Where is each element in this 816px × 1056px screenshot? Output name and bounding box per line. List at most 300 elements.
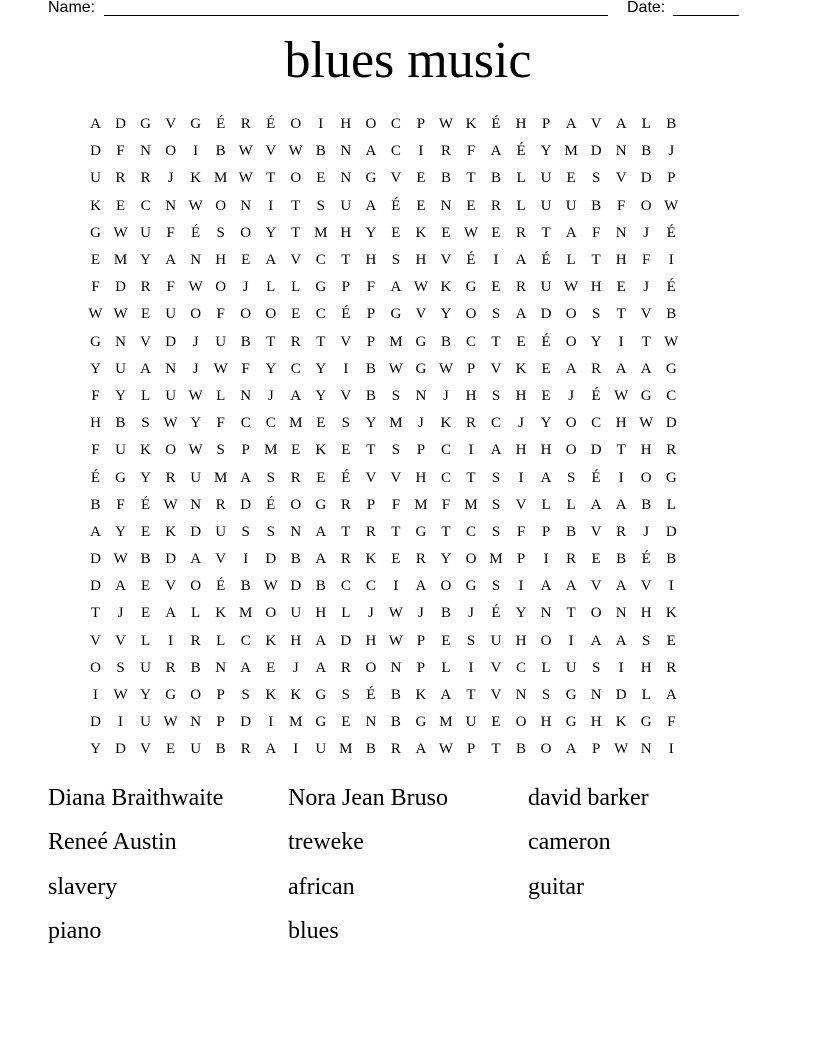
- grid-letter[interactable]: D: [165, 333, 177, 350]
- grid-letter[interactable]: O: [240, 306, 252, 323]
- grid-letter[interactable]: E: [441, 224, 451, 241]
- grid-letter[interactable]: E: [391, 224, 401, 241]
- grid-letter[interactable]: R: [340, 496, 351, 513]
- grid-letter[interactable]: G: [665, 469, 677, 486]
- grid-letter[interactable]: N: [590, 687, 602, 704]
- grid-letter[interactable]: C: [290, 360, 301, 377]
- grid-letter[interactable]: T: [616, 306, 626, 323]
- grid-letter[interactable]: S: [491, 523, 501, 540]
- grid-letter[interactable]: I: [168, 632, 174, 649]
- grid-letter[interactable]: M: [113, 252, 128, 269]
- grid-letter[interactable]: R: [140, 170, 151, 187]
- grid-letter[interactable]: L: [441, 659, 451, 676]
- grid-letter[interactable]: I: [618, 469, 624, 486]
- grid-letter[interactable]: O: [265, 605, 277, 622]
- grid-letter[interactable]: M: [339, 741, 353, 758]
- grid-letter[interactable]: J: [643, 279, 650, 296]
- grid-letter[interactable]: I: [618, 333, 624, 350]
- grid-letter[interactable]: R: [616, 523, 627, 540]
- grid-letter[interactable]: T: [291, 224, 301, 241]
- grid-letter[interactable]: G: [315, 687, 327, 704]
- grid-letter[interactable]: O: [640, 469, 652, 486]
- grid-letter[interactable]: O: [565, 442, 577, 459]
- grid-letter[interactable]: D: [165, 551, 177, 568]
- grid-letter[interactable]: L: [641, 116, 651, 133]
- grid-letter[interactable]: É: [666, 224, 676, 241]
- grid-letter[interactable]: F: [216, 415, 225, 432]
- grid-letter[interactable]: G: [315, 279, 327, 296]
- grid-letter[interactable]: W: [238, 143, 253, 160]
- grid-letter[interactable]: L: [266, 279, 276, 296]
- grid-letter[interactable]: P: [216, 714, 225, 731]
- grid-letter[interactable]: N: [615, 605, 627, 622]
- grid-letter[interactable]: L: [566, 496, 576, 513]
- grid-letter[interactable]: E: [441, 632, 451, 649]
- grid-letter[interactable]: O: [365, 116, 377, 133]
- grid-letter[interactable]: N: [615, 143, 627, 160]
- grid-letter[interactable]: B: [315, 578, 326, 595]
- grid-letter[interactable]: U: [190, 469, 202, 486]
- grid-letter[interactable]: A: [165, 252, 177, 269]
- grid-letter[interactable]: T: [591, 252, 601, 269]
- grid-letter[interactable]: N: [190, 496, 202, 513]
- grid-letter[interactable]: H: [590, 714, 602, 731]
- grid-letter[interactable]: R: [290, 333, 301, 350]
- grid-letter[interactable]: É: [666, 279, 676, 296]
- grid-letter[interactable]: O: [190, 578, 202, 595]
- grid-letter[interactable]: W: [238, 170, 253, 187]
- grid-letter[interactable]: L: [541, 659, 551, 676]
- grid-letter[interactable]: W: [163, 496, 178, 513]
- grid-letter[interactable]: É: [266, 496, 276, 513]
- grid-letter[interactable]: A: [165, 605, 177, 622]
- grid-letter[interactable]: G: [415, 714, 427, 731]
- grid-letter[interactable]: J: [643, 224, 650, 241]
- grid-letter[interactable]: W: [564, 279, 579, 296]
- grid-letter[interactable]: J: [668, 143, 675, 160]
- grid-letter[interactable]: P: [667, 170, 676, 187]
- grid-letter[interactable]: Y: [540, 143, 552, 160]
- grid-letter[interactable]: W: [163, 415, 178, 432]
- grid-letter[interactable]: D: [90, 714, 101, 731]
- grid-letter[interactable]: B: [566, 523, 577, 540]
- grid-letter[interactable]: J: [643, 523, 650, 540]
- grid-letter[interactable]: K: [665, 605, 677, 622]
- grid-letter[interactable]: E: [140, 578, 151, 595]
- grid-letter[interactable]: M: [214, 469, 228, 486]
- grid-letter[interactable]: E: [341, 714, 351, 731]
- grid-letter[interactable]: H: [515, 442, 527, 459]
- grid-letter[interactable]: S: [391, 252, 401, 269]
- grid-letter[interactable]: B: [365, 360, 376, 377]
- grid-letter[interactable]: P: [591, 741, 601, 758]
- grid-letter[interactable]: S: [591, 170, 601, 187]
- grid-letter[interactable]: R: [240, 116, 251, 133]
- grid-letter[interactable]: G: [365, 170, 377, 187]
- grid-letter[interactable]: O: [565, 306, 577, 323]
- grid-letter[interactable]: U: [215, 333, 227, 350]
- grid-letter[interactable]: R: [240, 741, 251, 758]
- grid-letter[interactable]: Y: [365, 415, 377, 432]
- grid-letter[interactable]: O: [565, 415, 577, 432]
- grid-letter[interactable]: É: [541, 252, 551, 269]
- grid-letter[interactable]: A: [490, 143, 502, 160]
- grid-letter[interactable]: J: [568, 387, 575, 404]
- grid-letter[interactable]: B: [516, 741, 527, 758]
- grid-letter[interactable]: M: [439, 714, 453, 731]
- grid-letter[interactable]: C: [340, 578, 351, 595]
- grid-letter[interactable]: B: [666, 551, 677, 568]
- grid-letter[interactable]: P: [241, 442, 250, 459]
- grid-letter[interactable]: S: [566, 469, 576, 486]
- grid-letter[interactable]: D: [590, 442, 602, 459]
- grid-letter[interactable]: R: [516, 279, 527, 296]
- grid-letter[interactable]: I: [618, 659, 624, 676]
- grid-letter[interactable]: I: [668, 578, 674, 595]
- grid-letter[interactable]: K: [365, 551, 377, 568]
- grid-letter[interactable]: L: [666, 496, 676, 513]
- grid-letter[interactable]: G: [640, 387, 652, 404]
- grid-letter[interactable]: U: [90, 170, 101, 187]
- grid-letter[interactable]: N: [540, 605, 552, 622]
- grid-letter[interactable]: A: [440, 687, 452, 704]
- grid-letter[interactable]: Y: [90, 360, 101, 377]
- grid-letter[interactable]: K: [165, 523, 177, 540]
- grid-letter[interactable]: D: [290, 578, 302, 595]
- grid-letter[interactable]: R: [165, 659, 176, 676]
- grid-letter[interactable]: D: [615, 687, 627, 704]
- grid-letter[interactable]: E: [416, 197, 426, 214]
- grid-letter[interactable]: N: [115, 333, 126, 350]
- grid-letter[interactable]: M: [414, 496, 428, 513]
- grid-letter[interactable]: J: [518, 415, 524, 432]
- grid-letter[interactable]: R: [215, 496, 226, 513]
- grid-letter[interactable]: C: [315, 306, 326, 323]
- grid-letter[interactable]: A: [640, 360, 652, 377]
- grid-letter[interactable]: K: [315, 442, 327, 459]
- grid-letter[interactable]: B: [641, 496, 652, 513]
- grid-letter[interactable]: C: [440, 442, 451, 459]
- grid-letter[interactable]: Y: [315, 387, 327, 404]
- grid-letter[interactable]: A: [190, 551, 202, 568]
- grid-letter[interactable]: W: [614, 387, 629, 404]
- grid-letter[interactable]: B: [616, 551, 627, 568]
- grid-letter[interactable]: E: [616, 279, 626, 296]
- grid-letter[interactable]: G: [415, 333, 427, 350]
- grid-letter[interactable]: H: [640, 442, 652, 459]
- grid-letter[interactable]: J: [192, 333, 199, 350]
- grid-letter[interactable]: A: [365, 197, 377, 214]
- grid-letter[interactable]: B: [215, 143, 226, 160]
- grid-letter[interactable]: N: [640, 741, 652, 758]
- grid-letter[interactable]: U: [165, 306, 177, 323]
- grid-letter[interactable]: C: [240, 632, 251, 649]
- grid-letter[interactable]: E: [491, 279, 501, 296]
- grid-letter[interactable]: F: [441, 496, 451, 513]
- grid-letter[interactable]: R: [465, 415, 476, 432]
- grid-letter[interactable]: A: [415, 578, 427, 595]
- grid-letter[interactable]: C: [140, 197, 151, 214]
- grid-letter[interactable]: A: [540, 469, 552, 486]
- grid-letter[interactable]: O: [165, 143, 177, 160]
- grid-letter[interactable]: H: [365, 252, 377, 269]
- grid-letter[interactable]: K: [465, 116, 477, 133]
- grid-letter[interactable]: W: [388, 605, 403, 622]
- grid-letter[interactable]: P: [541, 523, 551, 540]
- grid-letter[interactable]: H: [365, 632, 377, 649]
- grid-letter[interactable]: L: [216, 387, 226, 404]
- grid-letter[interactable]: E: [541, 387, 551, 404]
- grid-letter[interactable]: W: [664, 333, 679, 350]
- grid-letter[interactable]: V: [165, 578, 177, 595]
- grid-letter[interactable]: N: [165, 197, 177, 214]
- grid-letter[interactable]: W: [163, 714, 178, 731]
- grid-letter[interactable]: É: [140, 496, 151, 513]
- grid-letter[interactable]: U: [140, 659, 151, 676]
- grid-letter[interactable]: K: [440, 415, 452, 432]
- grid-letter[interactable]: B: [666, 116, 677, 133]
- grid-letter[interactable]: M: [389, 415, 403, 432]
- grid-letter[interactable]: I: [93, 687, 99, 704]
- grid-letter[interactable]: M: [264, 442, 278, 459]
- grid-letter[interactable]: B: [115, 415, 126, 432]
- grid-letter[interactable]: É: [216, 578, 226, 595]
- grid-letter[interactable]: B: [365, 741, 376, 758]
- grid-letter[interactable]: G: [90, 224, 101, 241]
- grid-letter[interactable]: H: [615, 252, 627, 269]
- grid-letter[interactable]: A: [265, 252, 277, 269]
- grid-letter[interactable]: A: [240, 659, 252, 676]
- grid-letter[interactable]: G: [640, 714, 652, 731]
- grid-letter[interactable]: F: [91, 442, 100, 459]
- grid-letter[interactable]: Y: [440, 306, 452, 323]
- grid-letter[interactable]: G: [190, 116, 202, 133]
- grid-letter[interactable]: A: [615, 496, 627, 513]
- grid-letter[interactable]: B: [240, 578, 251, 595]
- grid-letter[interactable]: W: [188, 279, 203, 296]
- grid-letter[interactable]: H: [415, 252, 427, 269]
- grid-letter[interactable]: H: [540, 442, 552, 459]
- grid-letter[interactable]: H: [90, 415, 101, 432]
- grid-letter[interactable]: S: [391, 387, 401, 404]
- grid-letter[interactable]: A: [590, 496, 602, 513]
- grid-letter[interactable]: A: [315, 523, 327, 540]
- grid-letter[interactable]: H: [515, 116, 527, 133]
- grid-letter[interactable]: U: [565, 197, 577, 214]
- grid-letter[interactable]: S: [591, 659, 601, 676]
- grid-letter[interactable]: C: [666, 387, 677, 404]
- grid-letter[interactable]: F: [91, 387, 100, 404]
- grid-letter[interactable]: T: [641, 333, 651, 350]
- grid-letter[interactable]: N: [215, 659, 227, 676]
- grid-letter[interactable]: V: [640, 578, 652, 595]
- grid-letter[interactable]: S: [391, 442, 401, 459]
- grid-letter[interactable]: A: [90, 523, 101, 540]
- grid-letter[interactable]: K: [290, 687, 302, 704]
- grid-letter[interactable]: G: [165, 687, 177, 704]
- grid-letter[interactable]: S: [491, 578, 501, 595]
- grid-letter[interactable]: N: [190, 714, 202, 731]
- grid-letter[interactable]: S: [266, 523, 275, 540]
- grid-letter[interactable]: T: [366, 442, 376, 459]
- date-field-line[interactable]: [673, 15, 739, 16]
- grid-letter[interactable]: B: [390, 714, 401, 731]
- grid-letter[interactable]: V: [165, 116, 177, 133]
- grid-letter[interactable]: S: [491, 387, 501, 404]
- grid-letter[interactable]: V: [615, 170, 627, 187]
- grid-letter[interactable]: T: [616, 442, 626, 459]
- grid-letter[interactable]: T: [466, 170, 476, 187]
- grid-letter[interactable]: W: [213, 360, 228, 377]
- grid-letter[interactable]: V: [290, 252, 302, 269]
- grid-letter[interactable]: M: [289, 415, 303, 432]
- grid-letter[interactable]: K: [215, 605, 227, 622]
- grid-letter[interactable]: W: [438, 360, 454, 377]
- grid-letter[interactable]: D: [340, 632, 352, 649]
- grid-letter[interactable]: M: [389, 333, 403, 350]
- grid-letter[interactable]: P: [366, 306, 376, 323]
- grid-letter[interactable]: E: [416, 170, 426, 187]
- grid-letter[interactable]: G: [90, 333, 101, 350]
- grid-letter[interactable]: I: [268, 197, 274, 214]
- grid-letter[interactable]: R: [516, 224, 527, 241]
- grid-letter[interactable]: D: [240, 496, 252, 513]
- grid-letter[interactable]: N: [165, 360, 177, 377]
- grid-letter[interactable]: N: [290, 523, 302, 540]
- grid-letter[interactable]: O: [540, 632, 552, 649]
- grid-letter[interactable]: Y: [540, 415, 552, 432]
- grid-letter[interactable]: Y: [140, 469, 151, 486]
- grid-letter[interactable]: U: [315, 741, 327, 758]
- grid-letter[interactable]: L: [291, 279, 301, 296]
- grid-letter[interactable]: N: [240, 197, 252, 214]
- grid-letter[interactable]: B: [215, 741, 226, 758]
- grid-letter[interactable]: Y: [265, 224, 277, 241]
- grid-letter[interactable]: É: [191, 224, 201, 241]
- grid-letter[interactable]: J: [418, 415, 424, 432]
- grid-letter[interactable]: N: [340, 143, 352, 160]
- grid-letter[interactable]: É: [466, 252, 476, 269]
- grid-letter[interactable]: D: [90, 143, 101, 160]
- grid-letter[interactable]: E: [316, 415, 326, 432]
- grid-letter[interactable]: E: [541, 360, 551, 377]
- grid-letter[interactable]: O: [265, 306, 277, 323]
- grid-letter[interactable]: W: [188, 442, 203, 459]
- grid-letter[interactable]: F: [391, 496, 401, 513]
- grid-letter[interactable]: D: [590, 143, 602, 160]
- grid-letter[interactable]: B: [315, 143, 326, 160]
- grid-letter[interactable]: E: [666, 632, 676, 649]
- grid-letter[interactable]: I: [468, 659, 474, 676]
- grid-letter[interactable]: V: [140, 333, 151, 350]
- grid-letter[interactable]: T: [441, 523, 451, 540]
- grid-letter[interactable]: B: [140, 551, 151, 568]
- grid-letter[interactable]: K: [440, 279, 452, 296]
- grid-letter[interactable]: H: [515, 387, 527, 404]
- grid-letter[interactable]: O: [290, 170, 302, 187]
- grid-letter[interactable]: L: [641, 687, 651, 704]
- grid-letter[interactable]: V: [215, 551, 227, 568]
- grid-letter[interactable]: S: [141, 415, 150, 432]
- grid-letter[interactable]: C: [591, 415, 602, 432]
- grid-letter[interactable]: A: [240, 469, 252, 486]
- grid-letter[interactable]: A: [140, 360, 151, 377]
- grid-letter[interactable]: R: [566, 551, 577, 568]
- grid-letter[interactable]: O: [215, 197, 227, 214]
- grid-letter[interactable]: W: [388, 360, 403, 377]
- grid-letter[interactable]: D: [115, 279, 126, 296]
- grid-letter[interactable]: S: [216, 224, 225, 241]
- grid-letter[interactable]: A: [115, 578, 126, 595]
- grid-letter[interactable]: T: [466, 469, 476, 486]
- grid-letter[interactable]: T: [491, 333, 501, 350]
- grid-letter[interactable]: P: [466, 360, 476, 377]
- grid-letter[interactable]: S: [241, 523, 250, 540]
- grid-letter[interactable]: D: [540, 306, 552, 323]
- grid-letter[interactable]: B: [190, 659, 201, 676]
- grid-letter[interactable]: É: [90, 469, 101, 486]
- grid-letter[interactable]: V: [365, 469, 377, 486]
- grid-letter[interactable]: Y: [365, 224, 377, 241]
- grid-letter[interactable]: O: [240, 224, 252, 241]
- grid-letter[interactable]: B: [641, 143, 652, 160]
- grid-letter[interactable]: I: [118, 714, 124, 731]
- grid-letter[interactable]: R: [666, 442, 677, 459]
- grid-letter[interactable]: C: [516, 659, 527, 676]
- grid-letter[interactable]: S: [541, 687, 551, 704]
- grid-letter[interactable]: A: [390, 279, 402, 296]
- grid-letter[interactable]: E: [266, 659, 276, 676]
- grid-letter[interactable]: V: [490, 360, 502, 377]
- grid-letter[interactable]: I: [668, 741, 674, 758]
- grid-letter[interactable]: U: [115, 442, 126, 459]
- grid-letter[interactable]: F: [166, 279, 175, 296]
- grid-letter[interactable]: A: [490, 442, 502, 459]
- grid-letter[interactable]: F: [116, 143, 125, 160]
- grid-letter[interactable]: J: [117, 605, 124, 622]
- grid-letter[interactable]: F: [366, 279, 376, 296]
- grid-letter[interactable]: S: [216, 442, 225, 459]
- grid-letter[interactable]: S: [266, 469, 275, 486]
- grid-letter[interactable]: E: [140, 523, 151, 540]
- grid-letter[interactable]: K: [265, 632, 277, 649]
- grid-letter[interactable]: É: [641, 551, 651, 568]
- grid-letter[interactable]: K: [415, 224, 427, 241]
- grid-letter[interactable]: L: [341, 605, 351, 622]
- grid-letter[interactable]: T: [341, 523, 351, 540]
- grid-letter[interactable]: E: [491, 224, 501, 241]
- grid-letter[interactable]: G: [315, 714, 327, 731]
- grid-letter[interactable]: J: [192, 360, 199, 377]
- grid-letter[interactable]: A: [665, 687, 677, 704]
- grid-letter[interactable]: P: [341, 279, 350, 296]
- grid-letter[interactable]: U: [565, 659, 577, 676]
- grid-letter[interactable]: É: [491, 605, 501, 622]
- grid-letter[interactable]: Y: [590, 333, 602, 350]
- grid-letter[interactable]: E: [491, 714, 501, 731]
- grid-letter[interactable]: N: [365, 714, 377, 731]
- grid-letter[interactable]: T: [391, 523, 401, 540]
- grid-letter[interactable]: D: [90, 551, 101, 568]
- grid-letter[interactable]: G: [390, 306, 402, 323]
- grid-letter[interactable]: T: [266, 170, 276, 187]
- grid-letter[interactable]: F: [617, 197, 626, 214]
- grid-letter[interactable]: D: [90, 578, 101, 595]
- grid-letter[interactable]: I: [293, 741, 299, 758]
- grid-letter[interactable]: O: [290, 116, 302, 133]
- grid-letter[interactable]: J: [242, 279, 249, 296]
- grid-letter[interactable]: S: [116, 659, 125, 676]
